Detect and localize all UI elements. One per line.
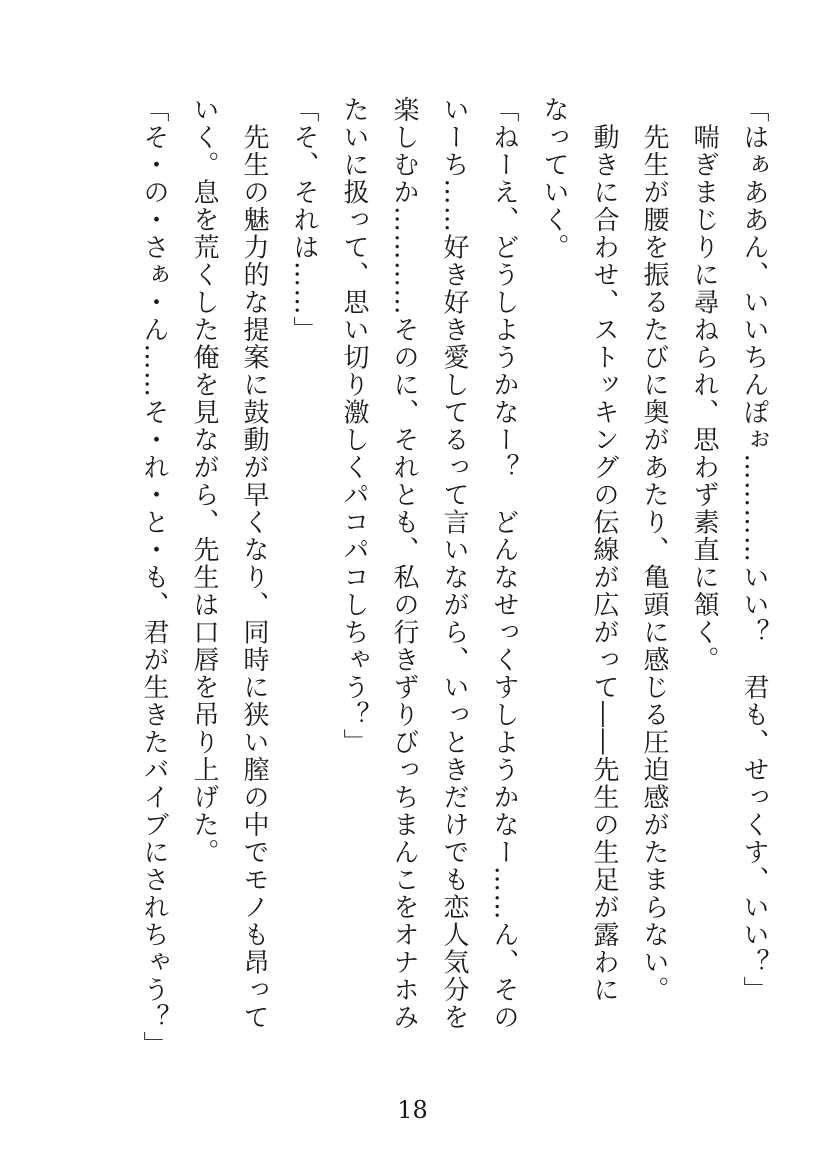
text-line: 先生の魅力的な提案に鼓動が早くなり、同時に狭い膣の中でモノも昂って <box>239 96 269 1031</box>
text-line: なっていく。 <box>539 96 569 261</box>
text-line: 「そ、それは……」 <box>289 96 319 344</box>
text-line: いく。息を荒くした俺を見ながら、先生は口唇を吊り上げた。 <box>189 96 219 866</box>
text-line: いーち……好き好き愛してるって言いながら、いっときだけでも恋人気分を <box>439 96 469 1031</box>
page-number: 18 <box>397 1096 428 1124</box>
vertical-text-body <box>129 96 779 1086</box>
text-line: 「ねーえ、どうしようかなー？ どんなせっくすしようかなー……ん、その <box>489 96 519 1031</box>
text-line: 先生が腰を振るたびに奥があたり、亀頭に感じる圧迫感がたまらない。 <box>639 96 669 1004</box>
text-line: 喘ぎまじりに尋ねられ、思わず素直に頷く。 <box>689 96 719 674</box>
text-line: たいに扱って、思い切り激しくパコパコしちゃう？」 <box>339 96 369 756</box>
text-line: 動きに合わせ、ストッキングの伝線が広がって――先生の生足が露わに <box>589 96 619 1004</box>
text-line: 「そ・の・さぁ・ん……そ・れ・と・も、君が生きたバイブにされちゃう？」 <box>139 96 169 1059</box>
text-line: 「はぁああん、いいちんぽぉ…………いい？ 君も、せっくす、いい？」 <box>739 96 769 1004</box>
text-line: 楽しむか…………そのに、それとも、私の行きずりびっちまんこをオナホみ <box>389 96 419 1031</box>
